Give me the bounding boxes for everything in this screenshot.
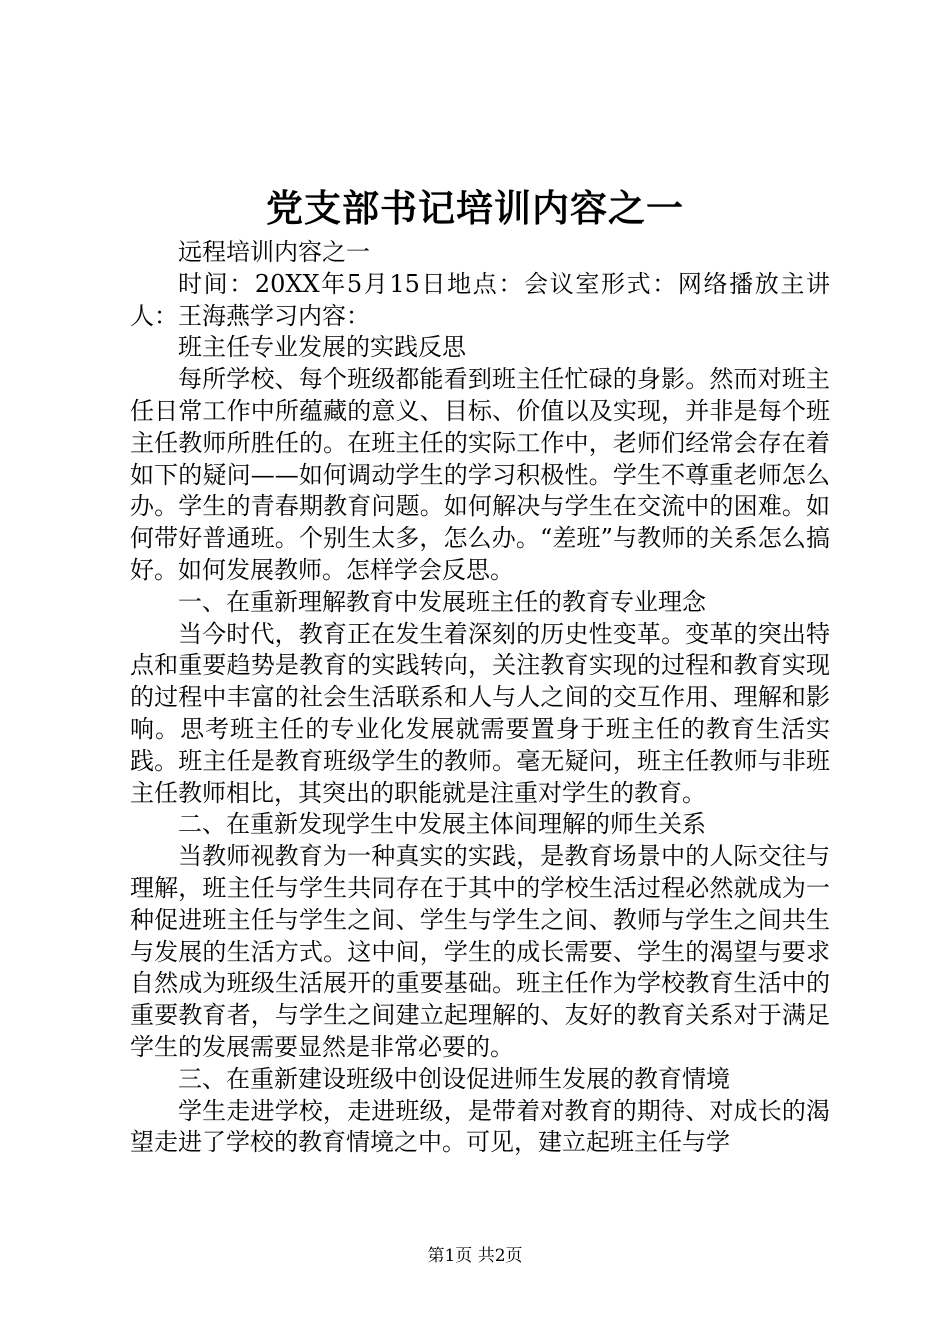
paragraph-section-3: 学生走进学校，走进班级，是带着对教育的期待、对成长的渴望走进了学校的教育情境之中。可见，建立起班主任与学 — [130, 1096, 830, 1157]
paragraph-section-1: 当今时代，教育正在发生着深刻的历史性变革。变革的突出特点和重要趋势是教育的实践转向，关注教育实现的过程和教育实现的过程中丰富的社会生活联系和人与人之间的交互作用、理解和影响。思考班主任的专业化发展就需要置身于班主任的教育生活实践。班主任是教育班级学生的教师。毫无疑问，班主任教师与非班主任教师相比，其突出的职能就是注重对学生的教育。 — [130, 619, 830, 807]
document-body — [130, 237, 830, 1159]
paragraph-topic: 班主任专业发展的实践反思 — [178, 333, 466, 362]
section-heading-1: 一、在重新理解教育中发展班主任的教育专业理念 — [178, 587, 706, 616]
paragraph-intro: 每所学校、每个班级都能看到班主任忙碌的身影。然而对班主任日常工作中所蕴藏的意义、目标、价值以及实现，并非是每个班主任教师所胜任的。在班主任的实际工作中，老师们经常会存在着如下的疑问——如何调动学生的学习积极性。学生不尊重老师怎么办。学生的青春期教育问题。如何解决与学生在交流中的困难。如何带好普通班。个别生太多，怎么办。“差班”与教师的关系怎么搞好。如何发展教师。怎样学会反思。 — [130, 365, 830, 584]
page-number-footer: 第1页 共2页 — [427, 1246, 523, 1266]
section-heading-2: 二、在重新发现学生中发展主体间理解的师生关系 — [178, 810, 706, 839]
document-title: 党支部书记培训内容之一 — [266, 186, 684, 230]
paragraph-subtitle: 远程培训内容之一 — [178, 238, 370, 266]
section-heading-3: 三、在重新建设班级中创设促进师生发展的教育情境 — [178, 1064, 730, 1093]
paragraph-meta: 时间：20XX年5月15日地点：会议室形式：网络播放主讲人：王海燕学习内容： — [130, 269, 830, 330]
paragraph-section-2: 当教师视教育为一种真实的实践，是教育场景中的人际交往与理解，班主任与学生共同存在于其中的学校生活过程必然就成为一种促进班主任与学生之间、学生与学生之间、教师与学生之间共生与发展的生活方式。这中间，学生的成长需要、学生的渴望与要求自然成为班级生活展开的重要基础。班主任作为学校教育生活中的重要教育者，与学生之间建立起理解的、友好的教育关系对于满足学生的发展需要显然是非常必要的。 — [130, 842, 830, 1061]
